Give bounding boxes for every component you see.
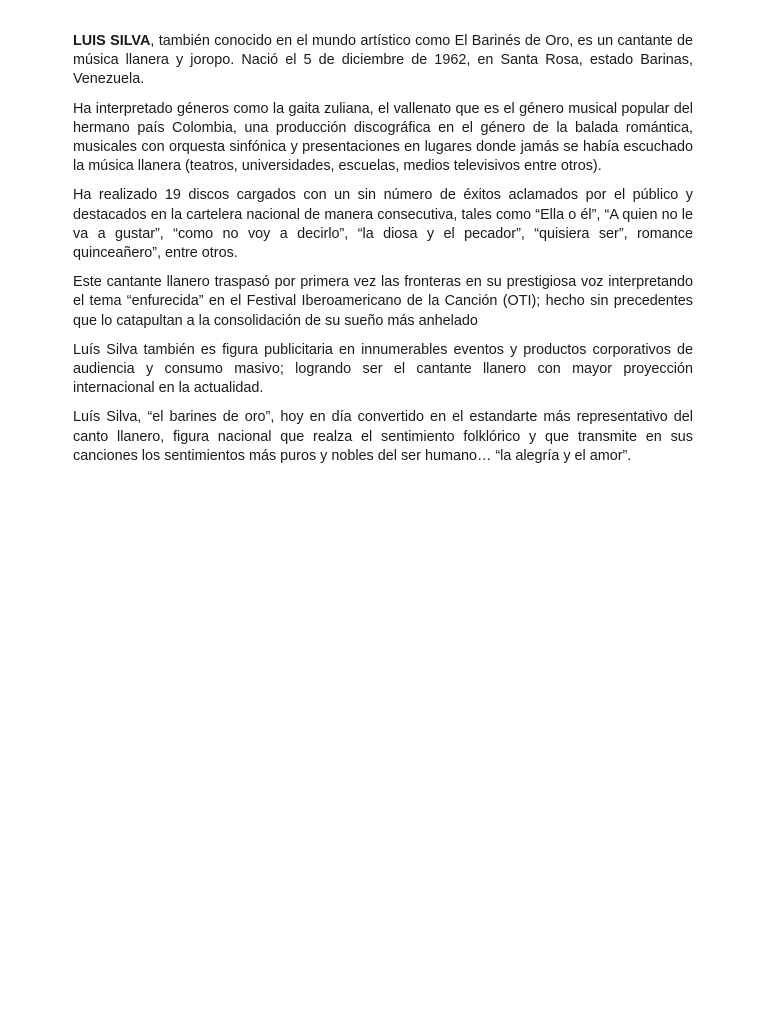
paragraph-advertising: Luís Silva también es figura publicitaria en innumerables eventos y productos corporativos de audiencia y consumo masivo; logrando ser el cantante llanero con mayor proyección internacional en la actualidad. [73,341,693,397]
artist-name: LUIS SILVA [73,33,151,49]
paragraph-oti-festival: Este cantante llanero traspasó por primera vez las fronteras en su prestigiosa voz interpretando el tema “enfurecida” en el Festival Iberoamericano de la Canción (OTI); hecho sin precedentes que lo catapultan a la consolidación de su sueño más anhelado [73,274,693,329]
paragraph-discography: Ha realizado 19 discos cargados con un sin número de éxitos aclamados por el público y destacados en la cartelera nacional de manera consecutiva, tales como “Ella o él”, “A quien no le va a gustar”, “como no voy a decirlo”, “la diosa y el pecador”, “quisiera ser”, romance quinceañero”, entre otros. [73,187,693,262]
paragraph-intro-text: , también conocido en el mundo artístico como El Barinés de Oro, es un cantante de música llanera y joropo. Nació el 5 de diciembre de 1962, en Santa Rosa, estado Barinas, Venezuela. [73,33,693,88]
paragraph-genres: Ha interpretado géneros como la gaita zuliana, el vallenato que es el género musical popular del hermano país Colombia, una producción discográfica en el género de la balada romántica, musicales con orquesta sinfónica y presentaciones en lugares donde jamás se había escuchado la música llanera (teatros, universidades, escuelas, medios televisivos entre otros). [73,100,693,175]
paragraph-legacy: Luís Silva, “el barines de oro”, hoy en día convertido en el estandarte más representativo del canto llanero, figura nacional que realza el sentimiento folklórico y que transmite en sus canciones los sentimientos más puros y nobles del ser humano… “la alegría y el amor”. [73,409,693,464]
document-page [73,32,693,476]
paragraph-intro [73,32,693,90]
